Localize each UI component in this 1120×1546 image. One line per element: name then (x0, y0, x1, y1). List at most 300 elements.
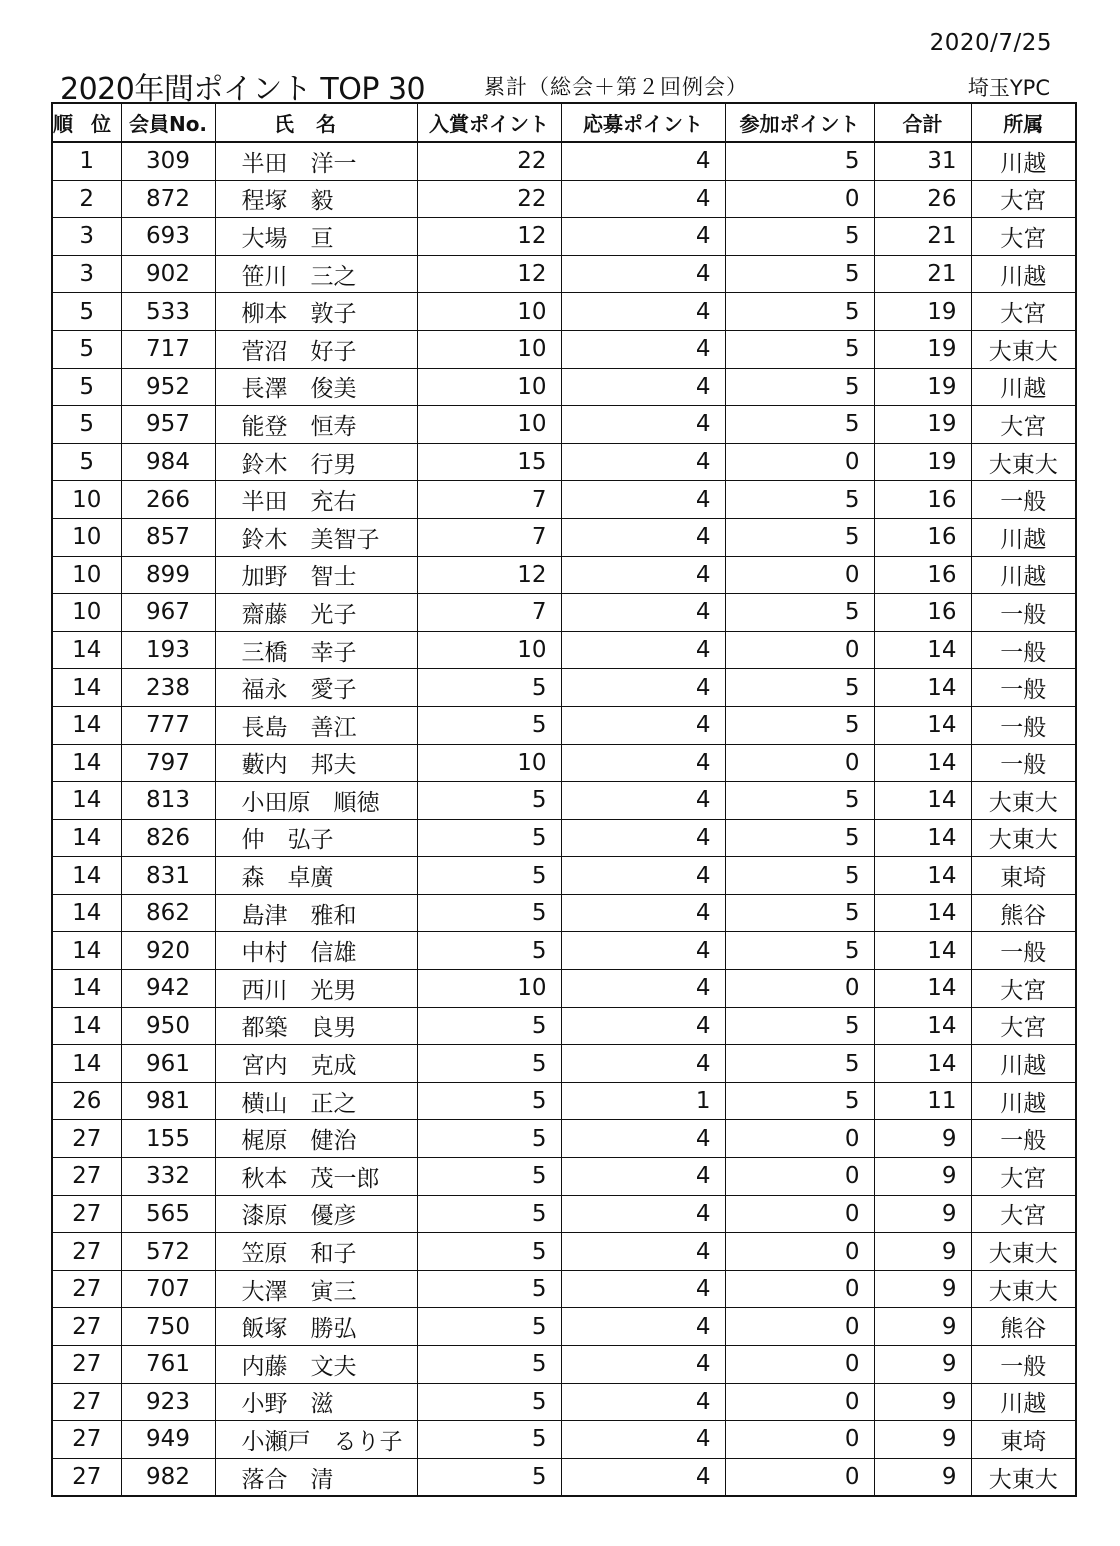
name-cell: 西川 光男 (215, 970, 417, 1008)
page-title: 2020年間ポイント TOP 30 (60, 72, 426, 107)
participation-points-cell: 5 (725, 782, 874, 820)
member-no-cell: 309 (121, 142, 215, 180)
prize-points-cell: 5 (417, 1270, 561, 1308)
affiliation-cell: 一般 (971, 669, 1076, 707)
rank-cell: 14 (52, 1045, 121, 1083)
participation-points-cell: 5 (725, 330, 874, 368)
name-cell: 笠原 和子 (215, 1233, 417, 1271)
name-cell: 半田 洋一 (215, 142, 417, 180)
member-no-cell: 693 (121, 218, 215, 256)
name-cell: 内藤 文夫 (215, 1346, 417, 1384)
participation-points-cell: 0 (725, 1233, 874, 1271)
affiliation-cell: 大宮 (971, 1158, 1076, 1196)
table-row (52, 1082, 1076, 1120)
table-row (52, 293, 1076, 331)
name-cell: 福永 愛子 (215, 669, 417, 707)
prize-points-cell: 5 (417, 1082, 561, 1120)
participation-points-cell: 5 (725, 1045, 874, 1083)
participation-points-cell: 5 (725, 1007, 874, 1045)
total-cell: 16 (874, 556, 971, 594)
table-row (52, 255, 1076, 293)
table-row (52, 1045, 1076, 1083)
member-no-cell: 572 (121, 1233, 215, 1271)
participation-points-cell: 5 (725, 368, 874, 406)
rank-cell: 27 (52, 1195, 121, 1233)
total-cell: 16 (874, 518, 971, 556)
page-subtitle: 累計（総会＋第２回例会） (484, 75, 748, 99)
name-cell: 落合 清 (215, 1458, 417, 1496)
member-no-cell: 923 (121, 1383, 215, 1421)
rank-cell: 27 (52, 1346, 121, 1384)
column-header-entry-points: 応募ポイント (561, 103, 725, 142)
member-no-cell: 533 (121, 293, 215, 331)
rank-cell: 14 (52, 782, 121, 820)
column-header-participation-points: 参加ポイント (725, 103, 874, 142)
table-row (52, 744, 1076, 782)
table-row (52, 594, 1076, 632)
member-no-cell: 761 (121, 1346, 215, 1384)
table-row (52, 1007, 1076, 1045)
entry-points-cell: 4 (561, 744, 725, 782)
entry-points-cell: 4 (561, 1045, 725, 1083)
affiliation-cell: 大東大 (971, 1270, 1076, 1308)
prize-points-cell: 12 (417, 255, 561, 293)
entry-points-cell: 4 (561, 142, 725, 180)
prize-points-cell: 5 (417, 1195, 561, 1233)
total-cell: 16 (874, 594, 971, 632)
total-cell: 9 (874, 1195, 971, 1233)
affiliation-cell: 大宮 (971, 1195, 1076, 1233)
prize-points-cell: 12 (417, 556, 561, 594)
participation-points-cell: 0 (725, 1120, 874, 1158)
rank-cell: 27 (52, 1120, 121, 1158)
total-cell: 31 (874, 142, 971, 180)
name-cell: 島津 雅和 (215, 894, 417, 932)
entry-points-cell: 4 (561, 180, 725, 218)
name-cell: 飯塚 勝弘 (215, 1308, 417, 1346)
prize-points-cell: 5 (417, 669, 561, 707)
table-row (52, 1346, 1076, 1384)
table-row (52, 932, 1076, 970)
entry-points-cell: 4 (561, 631, 725, 669)
name-cell: 程塚 毅 (215, 180, 417, 218)
rank-cell: 14 (52, 894, 121, 932)
ranking-table-body (52, 142, 1076, 1496)
total-cell: 11 (874, 1082, 971, 1120)
name-cell: 梶原 健治 (215, 1120, 417, 1158)
participation-points-cell: 5 (725, 1082, 874, 1120)
table-row (52, 1195, 1076, 1233)
affiliation-cell: 一般 (971, 631, 1076, 669)
rank-cell: 10 (52, 481, 121, 519)
affiliation-cell: 川越 (971, 556, 1076, 594)
total-cell: 19 (874, 368, 971, 406)
participation-points-cell: 0 (725, 1195, 874, 1233)
table-header-row (52, 103, 1076, 142)
affiliation-cell: 一般 (971, 1346, 1076, 1384)
prize-points-cell: 5 (417, 1045, 561, 1083)
name-cell: 小野 滋 (215, 1383, 417, 1421)
entry-points-cell: 1 (561, 1082, 725, 1120)
table-row (52, 368, 1076, 406)
prize-points-cell: 22 (417, 142, 561, 180)
name-cell: 漆原 優彦 (215, 1195, 417, 1233)
affiliation-cell: 大宮 (971, 406, 1076, 444)
affiliation-cell: 大東大 (971, 330, 1076, 368)
participation-points-cell: 0 (725, 180, 874, 218)
entry-points-cell: 4 (561, 1195, 725, 1233)
table-row (52, 819, 1076, 857)
total-cell: 21 (874, 218, 971, 256)
affiliation-cell: 大東大 (971, 819, 1076, 857)
member-no-cell: 902 (121, 255, 215, 293)
rank-cell: 14 (52, 1007, 121, 1045)
affiliation-cell: 川越 (971, 1082, 1076, 1120)
prize-points-cell: 5 (417, 819, 561, 857)
participation-points-cell: 5 (725, 857, 874, 895)
rank-cell: 3 (52, 218, 121, 256)
affiliation-cell: 川越 (971, 142, 1076, 180)
table-row (52, 1308, 1076, 1346)
table-row (52, 1458, 1076, 1496)
total-cell: 14 (874, 669, 971, 707)
table-row (52, 556, 1076, 594)
affiliation-cell: 大東大 (971, 1458, 1076, 1496)
name-cell: 長島 善江 (215, 706, 417, 744)
participation-points-cell: 5 (725, 819, 874, 857)
entry-points-cell: 4 (561, 406, 725, 444)
affiliation-cell: 大東大 (971, 782, 1076, 820)
participation-points-cell: 5 (725, 142, 874, 180)
affiliation-cell: 一般 (971, 932, 1076, 970)
participation-points-cell: 5 (725, 932, 874, 970)
total-cell: 9 (874, 1308, 971, 1346)
rank-cell: 14 (52, 706, 121, 744)
participation-points-cell: 5 (725, 406, 874, 444)
table-row (52, 1120, 1076, 1158)
entry-points-cell: 4 (561, 857, 725, 895)
prize-points-cell: 5 (417, 1158, 561, 1196)
participation-points-cell: 5 (725, 255, 874, 293)
name-cell: 都築 良男 (215, 1007, 417, 1045)
prize-points-cell: 5 (417, 1308, 561, 1346)
total-cell: 21 (874, 255, 971, 293)
participation-points-cell: 5 (725, 481, 874, 519)
name-cell: 笹川 三之 (215, 255, 417, 293)
entry-points-cell: 4 (561, 782, 725, 820)
rank-cell: 14 (52, 819, 121, 857)
participation-points-cell: 0 (725, 556, 874, 594)
total-cell: 9 (874, 1120, 971, 1158)
affiliation-cell: 川越 (971, 255, 1076, 293)
affiliation-cell: 一般 (971, 706, 1076, 744)
rank-cell: 14 (52, 970, 121, 1008)
entry-points-cell: 4 (561, 1383, 725, 1421)
entry-points-cell: 4 (561, 1120, 725, 1158)
entry-points-cell: 4 (561, 293, 725, 331)
name-cell: 宮内 克成 (215, 1045, 417, 1083)
total-cell: 9 (874, 1233, 971, 1271)
member-no-cell: 982 (121, 1458, 215, 1496)
table-row (52, 782, 1076, 820)
total-cell: 26 (874, 180, 971, 218)
entry-points-cell: 4 (561, 1308, 725, 1346)
table-row (52, 330, 1076, 368)
total-cell: 19 (874, 406, 971, 444)
total-cell: 14 (874, 631, 971, 669)
member-no-cell: 984 (121, 443, 215, 481)
prize-points-cell: 5 (417, 706, 561, 744)
member-no-cell: 826 (121, 819, 215, 857)
name-cell: 大場 亘 (215, 218, 417, 256)
participation-points-cell: 0 (725, 970, 874, 1008)
entry-points-cell: 4 (561, 932, 725, 970)
rank-cell: 14 (52, 932, 121, 970)
prize-points-cell: 22 (417, 180, 561, 218)
affiliation-cell: 大東大 (971, 443, 1076, 481)
member-no-cell: 777 (121, 706, 215, 744)
name-cell: 小田原 順徳 (215, 782, 417, 820)
table-row (52, 142, 1076, 180)
affiliation-cell: 大宮 (971, 970, 1076, 1008)
participation-points-cell: 5 (725, 518, 874, 556)
document-date: 2020/7/25 (929, 30, 1052, 56)
member-no-cell: 707 (121, 1270, 215, 1308)
rank-cell: 14 (52, 631, 121, 669)
entry-points-cell: 4 (561, 518, 725, 556)
total-cell: 14 (874, 894, 971, 932)
column-header-prize-points: 入賞ポイント (417, 103, 561, 142)
total-cell: 16 (874, 481, 971, 519)
total-cell: 9 (874, 1346, 971, 1384)
rank-cell: 5 (52, 406, 121, 444)
member-no-cell: 920 (121, 932, 215, 970)
member-no-cell: 813 (121, 782, 215, 820)
name-cell: 藪内 邦夫 (215, 744, 417, 782)
name-cell: 横山 正之 (215, 1082, 417, 1120)
table-row (52, 1158, 1076, 1196)
member-no-cell: 961 (121, 1045, 215, 1083)
member-no-cell: 952 (121, 368, 215, 406)
entry-points-cell: 4 (561, 1233, 725, 1271)
member-no-cell: 155 (121, 1120, 215, 1158)
member-no-cell: 949 (121, 1421, 215, 1459)
prize-points-cell: 10 (417, 631, 561, 669)
table-row (52, 706, 1076, 744)
total-cell: 19 (874, 330, 971, 368)
prize-points-cell: 10 (417, 330, 561, 368)
name-cell: 小瀬戸 るり子 (215, 1421, 417, 1459)
table-row (52, 180, 1076, 218)
rank-cell: 5 (52, 330, 121, 368)
rank-cell: 10 (52, 594, 121, 632)
member-no-cell: 266 (121, 481, 215, 519)
name-cell: 秋本 茂一郎 (215, 1158, 417, 1196)
member-no-cell: 872 (121, 180, 215, 218)
total-cell: 14 (874, 970, 971, 1008)
total-cell: 9 (874, 1458, 971, 1496)
affiliation-cell: 大宮 (971, 180, 1076, 218)
participation-points-cell: 5 (725, 706, 874, 744)
entry-points-cell: 4 (561, 255, 725, 293)
total-cell: 14 (874, 932, 971, 970)
table-row (52, 857, 1076, 895)
member-no-cell: 862 (121, 894, 215, 932)
total-cell: 9 (874, 1383, 971, 1421)
name-cell: 長澤 俊美 (215, 368, 417, 406)
affiliation-cell: 大東大 (971, 1233, 1076, 1271)
affiliation-cell: 東埼 (971, 857, 1076, 895)
prize-points-cell: 5 (417, 1458, 561, 1496)
member-no-cell: 967 (121, 594, 215, 632)
prize-points-cell: 5 (417, 782, 561, 820)
column-header-member-no: 会員No. (121, 103, 215, 142)
member-no-cell: 981 (121, 1082, 215, 1120)
name-cell: 半田 充右 (215, 481, 417, 519)
name-cell: 鈴木 美智子 (215, 518, 417, 556)
prize-points-cell: 12 (417, 218, 561, 256)
member-no-cell: 238 (121, 669, 215, 707)
name-cell: 仲 弘子 (215, 819, 417, 857)
member-no-cell: 717 (121, 330, 215, 368)
participation-points-cell: 0 (725, 1308, 874, 1346)
member-no-cell: 831 (121, 857, 215, 895)
name-cell: 中村 信雄 (215, 932, 417, 970)
name-cell: 森 卓廣 (215, 857, 417, 895)
affiliation-cell: 川越 (971, 1383, 1076, 1421)
rank-cell: 5 (52, 368, 121, 406)
rank-cell: 27 (52, 1458, 121, 1496)
column-header-name: 氏名 (215, 103, 417, 142)
entry-points-cell: 4 (561, 669, 725, 707)
participation-points-cell: 5 (725, 669, 874, 707)
entry-points-cell: 4 (561, 1421, 725, 1459)
name-cell: 鈴木 行男 (215, 443, 417, 481)
member-no-cell: 332 (121, 1158, 215, 1196)
entry-points-cell: 4 (561, 594, 725, 632)
rank-cell: 14 (52, 669, 121, 707)
prize-points-cell: 10 (417, 293, 561, 331)
member-no-cell: 950 (121, 1007, 215, 1045)
entry-points-cell: 4 (561, 894, 725, 932)
rank-cell: 27 (52, 1233, 121, 1271)
entry-points-cell: 4 (561, 1346, 725, 1384)
total-cell: 9 (874, 1270, 971, 1308)
rank-cell: 14 (52, 744, 121, 782)
entry-points-cell: 4 (561, 218, 725, 256)
total-cell: 9 (874, 1421, 971, 1459)
entry-points-cell: 4 (561, 970, 725, 1008)
affiliation-cell: 一般 (971, 1120, 1076, 1158)
total-cell: 14 (874, 819, 971, 857)
total-cell: 19 (874, 443, 971, 481)
rank-cell: 26 (52, 1082, 121, 1120)
entry-points-cell: 4 (561, 1270, 725, 1308)
affiliation-cell: 大宮 (971, 218, 1076, 256)
prize-points-cell: 5 (417, 1346, 561, 1384)
prize-points-cell: 5 (417, 1233, 561, 1271)
member-no-cell: 942 (121, 970, 215, 1008)
total-cell: 14 (874, 782, 971, 820)
entry-points-cell: 4 (561, 1007, 725, 1045)
prize-points-cell: 5 (417, 1120, 561, 1158)
table-row (52, 481, 1076, 519)
rank-cell: 3 (52, 255, 121, 293)
participation-points-cell: 5 (725, 594, 874, 632)
rank-cell: 5 (52, 443, 121, 481)
participation-points-cell: 0 (725, 1270, 874, 1308)
member-no-cell: 899 (121, 556, 215, 594)
total-cell: 14 (874, 706, 971, 744)
table-row (52, 443, 1076, 481)
prize-points-cell: 7 (417, 594, 561, 632)
name-cell: 菅沼 好子 (215, 330, 417, 368)
prize-points-cell: 10 (417, 406, 561, 444)
table-row (52, 1421, 1076, 1459)
entry-points-cell: 4 (561, 481, 725, 519)
entry-points-cell: 4 (561, 330, 725, 368)
total-cell: 14 (874, 857, 971, 895)
affiliation-cell: 熊谷 (971, 1308, 1076, 1346)
affiliation-cell: 大宮 (971, 1007, 1076, 1045)
table-row (52, 631, 1076, 669)
prize-points-cell: 5 (417, 857, 561, 895)
participation-points-cell: 0 (725, 443, 874, 481)
member-no-cell: 857 (121, 518, 215, 556)
member-no-cell: 565 (121, 1195, 215, 1233)
participation-points-cell: 0 (725, 1158, 874, 1196)
total-cell: 14 (874, 744, 971, 782)
rank-cell: 10 (52, 518, 121, 556)
participation-points-cell: 5 (725, 218, 874, 256)
table-row (52, 894, 1076, 932)
participation-points-cell: 0 (725, 1346, 874, 1384)
participation-points-cell: 5 (725, 894, 874, 932)
rank-cell: 2 (52, 180, 121, 218)
prize-points-cell: 5 (417, 932, 561, 970)
affiliation-cell: 川越 (971, 518, 1076, 556)
affiliation-cell: 一般 (971, 594, 1076, 632)
name-cell: 加野 智士 (215, 556, 417, 594)
rank-cell: 27 (52, 1421, 121, 1459)
participation-points-cell: 0 (725, 1421, 874, 1459)
name-cell: 能登 恒寿 (215, 406, 417, 444)
affiliation-cell: 川越 (971, 1045, 1076, 1083)
affiliation-cell: 東埼 (971, 1421, 1076, 1459)
affiliation-cell: 川越 (971, 368, 1076, 406)
column-header-affiliation: 所属 (971, 103, 1076, 142)
table-row (52, 218, 1076, 256)
member-no-cell: 797 (121, 744, 215, 782)
column-header-rank: 順位 (52, 103, 121, 142)
table-row (52, 518, 1076, 556)
rank-cell: 27 (52, 1383, 121, 1421)
name-cell: 齋藤 光子 (215, 594, 417, 632)
name-cell: 大澤 寅三 (215, 1270, 417, 1308)
participation-points-cell: 0 (725, 1383, 874, 1421)
table-row (52, 1383, 1076, 1421)
entry-points-cell: 4 (561, 819, 725, 857)
participation-points-cell: 0 (725, 744, 874, 782)
rank-cell: 27 (52, 1158, 121, 1196)
entry-points-cell: 4 (561, 368, 725, 406)
total-cell: 14 (874, 1045, 971, 1083)
entry-points-cell: 4 (561, 1458, 725, 1496)
rank-cell: 27 (52, 1308, 121, 1346)
table-row (52, 1233, 1076, 1271)
entry-points-cell: 4 (561, 706, 725, 744)
affiliation-cell: 一般 (971, 744, 1076, 782)
